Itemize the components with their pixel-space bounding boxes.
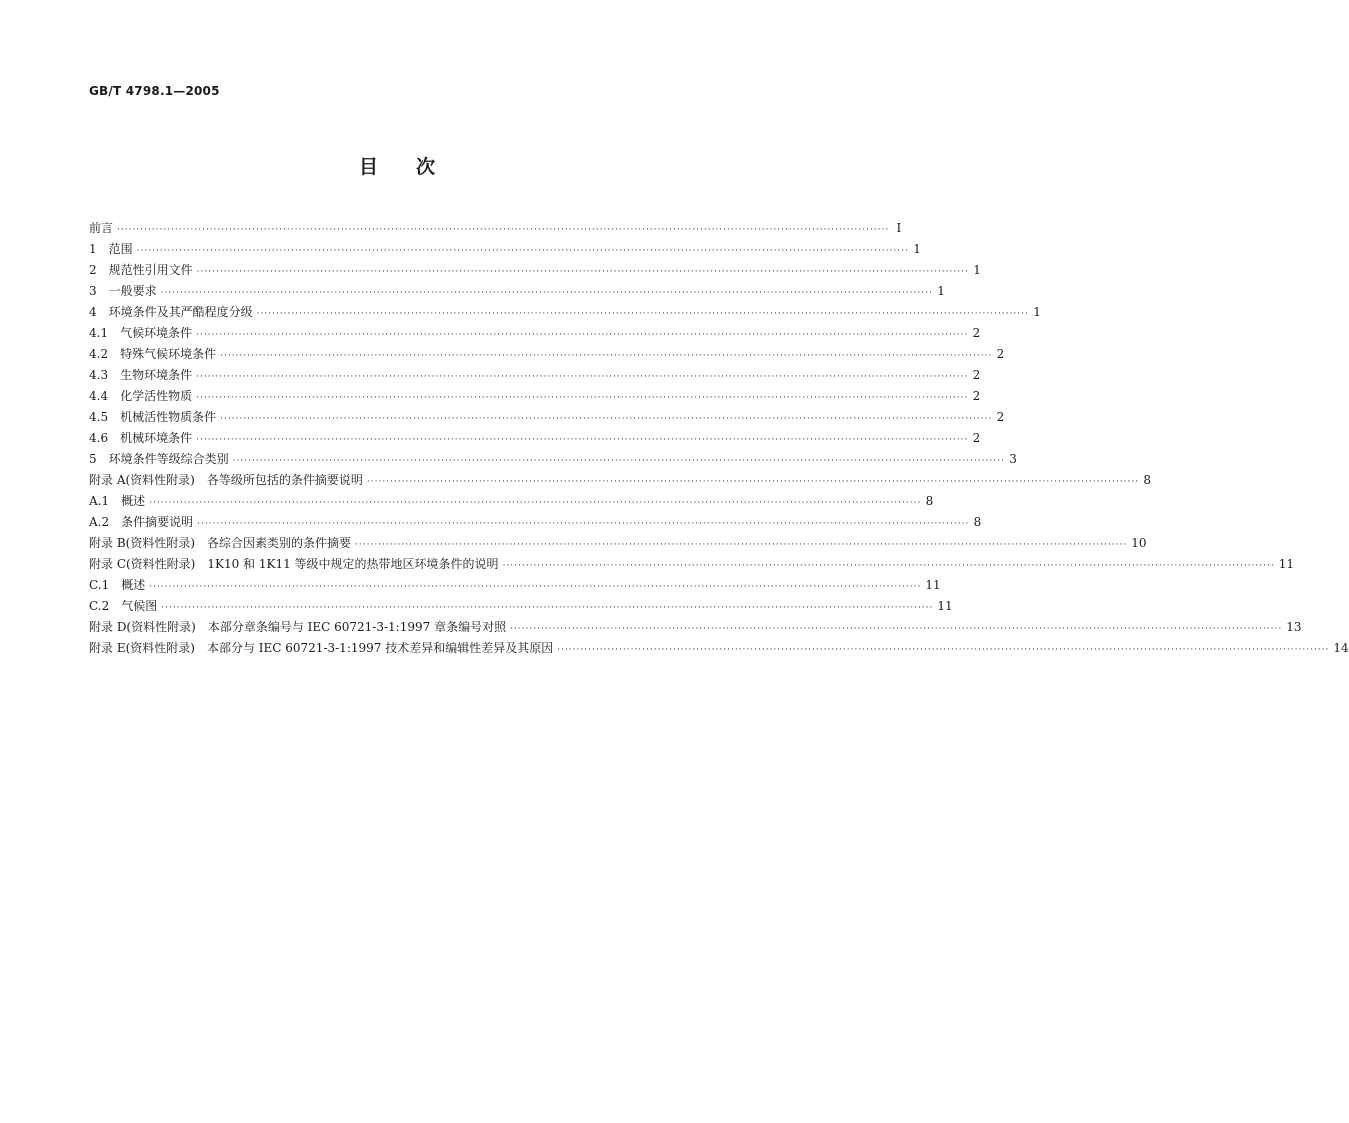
toc-entry-label: 一般要求: [108, 284, 157, 298]
toc-entry-number: C.1: [89, 578, 110, 592]
toc-leader-dots: ········································································································································································································: [502, 561, 1275, 571]
toc-leader-dots: ········································································································································································································: [160, 288, 933, 298]
toc-page-number: 8: [1143, 473, 1152, 487]
toc-entry-number: 4: [89, 305, 97, 319]
toc-entry-title: [89, 639, 557, 656]
toc-leader-dots: ········································································································································································································: [149, 498, 922, 508]
toc-entry[interactable]: [89, 471, 1152, 492]
toc-entry[interactable]: [89, 408, 1005, 429]
toc-entry-title: [89, 555, 503, 572]
toc-entry-label: 本部分与 IEC 60721-3-1:1997 技术差异和编辑性差异及其原因: [206, 641, 554, 655]
toc-entry-label: 环境条件及其严酷程度分级: [108, 305, 253, 319]
toc-entry[interactable]: [89, 513, 982, 534]
toc-entry-number: 1: [89, 242, 97, 256]
toc-entry-number: 附录 A(资料性附录): [89, 473, 195, 487]
toc-entry-title: [89, 345, 220, 362]
toc-page-number: 1: [937, 284, 945, 298]
toc-page-number: 2: [972, 368, 981, 382]
toc-entry-title: [89, 534, 355, 551]
toc-page-number: 3: [1009, 452, 1017, 466]
toc-entry[interactable]: [89, 639, 1349, 660]
toc-entry-label: 化学活性物质: [120, 389, 193, 403]
toc-entry[interactable]: [89, 429, 981, 450]
toc-entry-number: 2: [89, 263, 97, 277]
toc-entry-title: [89, 618, 510, 635]
toc-leader-dots: ········································································································································································································: [196, 330, 969, 340]
toc-entry-number: 附录 D(资料性附录): [89, 620, 196, 634]
toc-page-number: 2: [996, 410, 1005, 424]
page-title: 目次: [358, 156, 473, 178]
toc-entry[interactable]: [89, 366, 981, 387]
toc-entry-label: 气候环境条件: [120, 326, 193, 340]
toc-leader-dots: ········································································································································································································: [232, 456, 1005, 466]
toc-entry[interactable]: [89, 282, 945, 303]
toc-entry-number: 4.3: [89, 368, 109, 382]
toc-page-number: Ⅰ: [896, 221, 902, 235]
toc-entry-number: 4.5: [89, 410, 109, 424]
toc-entry-label: 气候图: [121, 599, 158, 613]
toc-entry-label: 概述: [121, 494, 146, 508]
toc-entry-label: 生物环境条件: [120, 368, 193, 382]
toc-entry-label: 前言: [89, 221, 114, 235]
toc-entry-number: 4.6: [89, 431, 109, 445]
toc-page-number: 2: [972, 326, 981, 340]
toc-entry-title: [89, 324, 196, 341]
toc-leader-dots: ········································································································································································································: [149, 582, 922, 592]
toc-entry-label: 各综合因素类别的条件摘要: [207, 536, 352, 550]
toc-page-number: 1: [913, 242, 921, 256]
toc-entry-number: 附录 E(资料性附录): [89, 641, 195, 655]
toc-page-number: 8: [973, 515, 982, 529]
toc-entry-label: 特殊气候环境条件: [120, 347, 217, 361]
toc-page-number: 14: [1333, 641, 1349, 655]
toc-page-number: 10: [1131, 536, 1147, 550]
toc-leader-dots: ········································································································································································································: [161, 603, 934, 613]
toc-entry-title: [89, 282, 161, 299]
toc-entry[interactable]: [89, 555, 1295, 576]
toc-page-number: 13: [1286, 620, 1302, 634]
toc-entry-title: [89, 219, 117, 236]
toc-entry-number: 4.4: [89, 389, 109, 403]
toc-leader-dots: ········································································································································································································: [196, 393, 969, 403]
toc-leader-dots: ········································································································································································································: [220, 414, 993, 424]
toc-entry-label: 1K10 和 1K11 等级中规定的热带地区环境条件的说明: [207, 557, 499, 571]
toc-entry-label: 机械活性物质条件: [120, 410, 217, 424]
toc-entry-title: [89, 471, 367, 488]
toc-entry[interactable]: [89, 387, 981, 408]
toc-leader-dots: ········································································································································································································: [355, 540, 1128, 550]
toc-page-number: 11: [937, 599, 953, 613]
toc-entry[interactable]: [89, 576, 941, 597]
toc-leader-dots: ········································································································································································································: [557, 645, 1330, 655]
toc-leader-dots: ········································································································································································································: [256, 309, 1029, 319]
toc-entry-title: [89, 366, 196, 383]
toc-entry-title: [89, 387, 196, 404]
toc-entry-label: 本部分章条编号与 IEC 60721-3-1:1997 章条编号对照: [207, 620, 507, 634]
toc-entry-title: [89, 429, 196, 446]
toc-entry-title: [89, 576, 149, 593]
toc-entry[interactable]: [89, 324, 981, 345]
toc-entry[interactable]: [89, 597, 953, 618]
toc-leader-dots: ········································································································································································································: [196, 435, 969, 445]
toc-page-number: 2: [972, 389, 981, 403]
toc-entry-number: 5: [89, 452, 97, 466]
toc-entry-number: A.2: [89, 515, 110, 529]
toc-entry-number: 4.2: [89, 347, 109, 361]
toc-entry-number: 3: [89, 284, 97, 298]
toc-leader-dots: ········································································································································································································: [220, 351, 993, 361]
toc-entry-title: [89, 492, 149, 509]
toc-entry-number: 4.1: [89, 326, 109, 340]
toc-entry-title: [89, 408, 220, 425]
toc-leader-dots: ········································································································································································································: [197, 519, 970, 529]
toc-entry-number: A.1: [89, 494, 110, 508]
toc-entry-label: 各等级所包括的条件摘要说明: [206, 473, 363, 487]
toc-entry[interactable]: [89, 345, 1005, 366]
toc-leader-dots: ········································································································································································································: [117, 225, 890, 235]
toc-entry-title: [89, 450, 233, 467]
toc-entry-label: 范围: [108, 242, 133, 256]
toc-entry-title: [89, 513, 197, 530]
toc-leader-dots: ········································································································································································································: [196, 372, 969, 382]
toc-leader-dots: ········································································································································································································: [366, 477, 1140, 487]
toc-entry-number: C.2: [89, 599, 110, 613]
toc-entry[interactable]: [89, 261, 981, 282]
toc-entry-title: [89, 261, 197, 278]
toc-page-number: 11: [1278, 557, 1295, 571]
toc-entry-title: [89, 303, 257, 320]
toc-entry[interactable]: [89, 240, 921, 261]
toc-entry-label: 条件摘要说明: [121, 515, 194, 529]
table-of-contents: [89, 219, 1349, 660]
toc-page-number: 1: [973, 263, 981, 277]
toc-entry[interactable]: [89, 219, 902, 240]
toc-leader-dots: ········································································································································································································: [136, 246, 909, 256]
toc-leader-dots: ········································································································································································································: [196, 267, 969, 277]
toc-entry-label: 环境条件等级综合类别: [108, 452, 229, 466]
toc-entry-label: 机械环境条件: [120, 431, 193, 445]
toc-entry-number: 附录 C(资料性附录): [89, 557, 196, 571]
toc-page-number: 1: [1033, 305, 1041, 319]
toc-page-number: 2: [972, 431, 981, 445]
toc-entry-number: 附录 B(资料性附录): [89, 536, 195, 550]
toc-entry-label: 概述: [121, 578, 146, 592]
toc-entry[interactable]: [89, 450, 1017, 471]
toc-entry-label: 规范性引用文件: [108, 263, 193, 277]
toc-entry[interactable]: [89, 303, 1041, 324]
document-code: GB/T 4798.1—2005: [89, 84, 220, 98]
toc-entry-title: [89, 597, 161, 614]
toc-leader-dots: ········································································································································································································: [510, 624, 1283, 634]
toc-page-number: 11: [925, 578, 941, 592]
toc-entry[interactable]: [89, 618, 1302, 639]
toc-entry[interactable]: [89, 534, 1147, 555]
toc-page-number: 8: [925, 494, 934, 508]
toc-entry[interactable]: [89, 492, 934, 513]
toc-entry-title: [89, 240, 137, 257]
toc-page-number: 2: [996, 347, 1005, 361]
